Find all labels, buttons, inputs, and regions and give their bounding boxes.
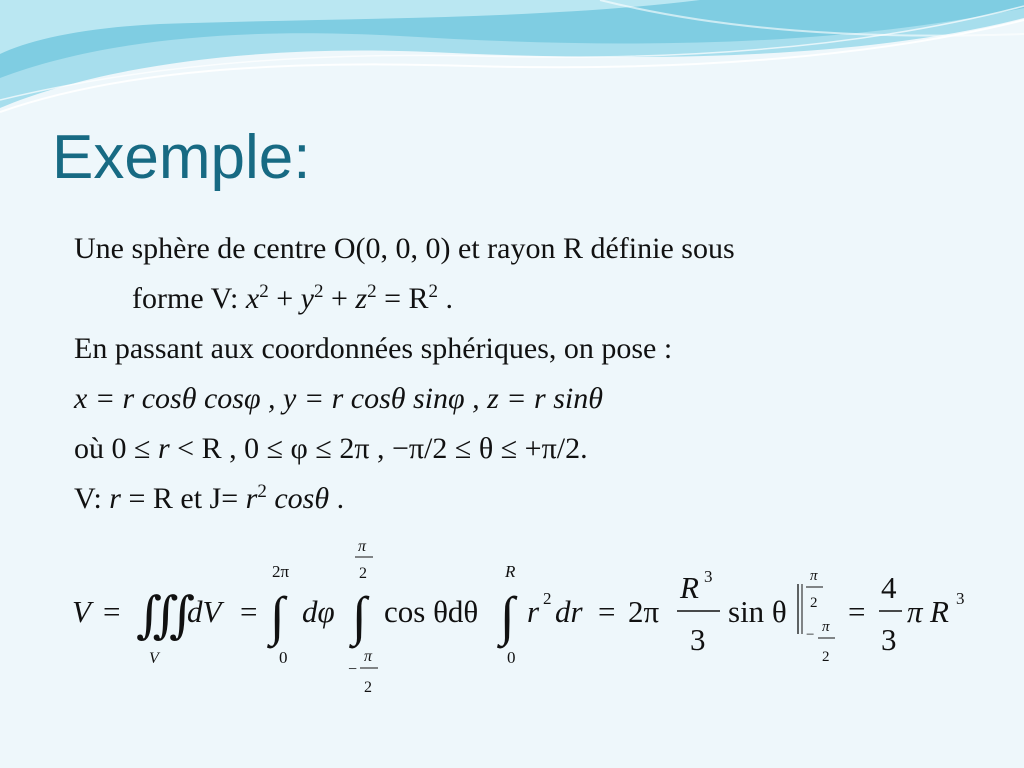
exp-R: 2 xyxy=(428,281,438,302)
formula-equals-3: = xyxy=(598,594,616,629)
int2-lower-den: 2 xyxy=(364,679,372,696)
formula-r-exp: 2 xyxy=(543,589,552,608)
fraction-den: 3 xyxy=(690,622,706,657)
equals-sign: = xyxy=(376,282,409,315)
int3-upper-bound: R xyxy=(505,562,516,581)
jacobian-mid: = R et J= xyxy=(120,482,246,515)
plus-1: + xyxy=(268,282,301,315)
exp-z: 2 xyxy=(367,281,377,302)
exp-r: 2 xyxy=(257,481,267,502)
formula-equals-4: = xyxy=(848,594,866,629)
equation-prefix: forme V: xyxy=(132,282,246,315)
result-num: 4 xyxy=(881,570,897,605)
fraction-num-exp: 3 xyxy=(704,567,713,586)
eval-lower-num: π xyxy=(822,619,830,635)
jacobian-prefix: V: xyxy=(74,482,110,515)
int2-lower-num: π xyxy=(364,648,373,665)
eval-lower-sign: − xyxy=(806,627,815,643)
formula-lhs: V xyxy=(72,594,91,629)
slide-title: Exemple: xyxy=(52,123,311,192)
radius-R: R xyxy=(408,282,429,315)
formula-cos-theta-dtheta: cos θdθ xyxy=(384,594,479,629)
formula-dphi: dφ xyxy=(302,594,335,629)
bounds-rest: < R , 0 ≤ φ ≤ 2π , −π/2 ≤ θ ≤ +π/2. xyxy=(169,432,588,465)
var-r: r xyxy=(157,432,170,465)
var-r-1: r xyxy=(109,482,121,515)
formula-r: r xyxy=(527,594,540,629)
integral-sign-1: ∫ xyxy=(270,586,285,646)
var-r-2: r xyxy=(245,482,258,515)
formula-two-pi: 2π xyxy=(628,594,660,629)
var-x: x xyxy=(245,282,260,315)
exp-x: 2 xyxy=(259,281,269,302)
triple-integral-sign: ∭ xyxy=(136,587,196,643)
exp-y: 2 xyxy=(313,281,324,302)
result-exp: 3 xyxy=(956,589,965,608)
var-z: z xyxy=(355,282,368,315)
formula-dV: dV xyxy=(187,594,222,629)
spherical-intro-line: En passant aux coordonnées sphériques, on pose : xyxy=(74,332,673,365)
eval-upper-num: π xyxy=(810,568,818,584)
int3-lower-bound: 0 xyxy=(507,648,516,667)
var-y: y xyxy=(300,282,314,315)
fraction-num-R: R xyxy=(680,570,699,605)
period: . xyxy=(438,282,453,315)
plus-2: + xyxy=(323,282,356,315)
int1-upper-bound: 2π xyxy=(272,562,290,581)
sphere-definition-line: Une sphère de centre O(0, 0, 0) et rayon R définie sous xyxy=(74,232,735,265)
integral-sign-3: ∫ xyxy=(500,586,515,646)
result-R: R xyxy=(930,594,949,629)
result-pi: π xyxy=(907,594,923,629)
int2-upper-num: π xyxy=(358,538,367,555)
formula-equals-1: = xyxy=(103,594,121,629)
period-2: . xyxy=(329,482,345,515)
int2-lower-sign: − xyxy=(348,661,358,678)
formula-equals-2: = xyxy=(240,594,258,629)
cos-theta: cosθ xyxy=(266,482,330,515)
spherical-coordinates-line: x = r cosθ cosφ , y = r cosθ sinφ , z = r sinθ xyxy=(74,382,603,415)
bounds-prefix: où 0 ≤ xyxy=(74,432,158,465)
int1-lower-bound: 0 xyxy=(279,648,288,667)
eval-lower-den: 2 xyxy=(822,649,830,665)
result-den: 3 xyxy=(881,622,897,657)
formula-dr: dr xyxy=(555,594,583,629)
formula-sin-theta: sin θ xyxy=(728,594,787,629)
int2-upper-den: 2 xyxy=(359,565,367,582)
integral-sign-2: ∫ xyxy=(352,586,367,646)
triple-integral-domain: V xyxy=(149,650,159,667)
eval-upper-den: 2 xyxy=(810,595,818,611)
